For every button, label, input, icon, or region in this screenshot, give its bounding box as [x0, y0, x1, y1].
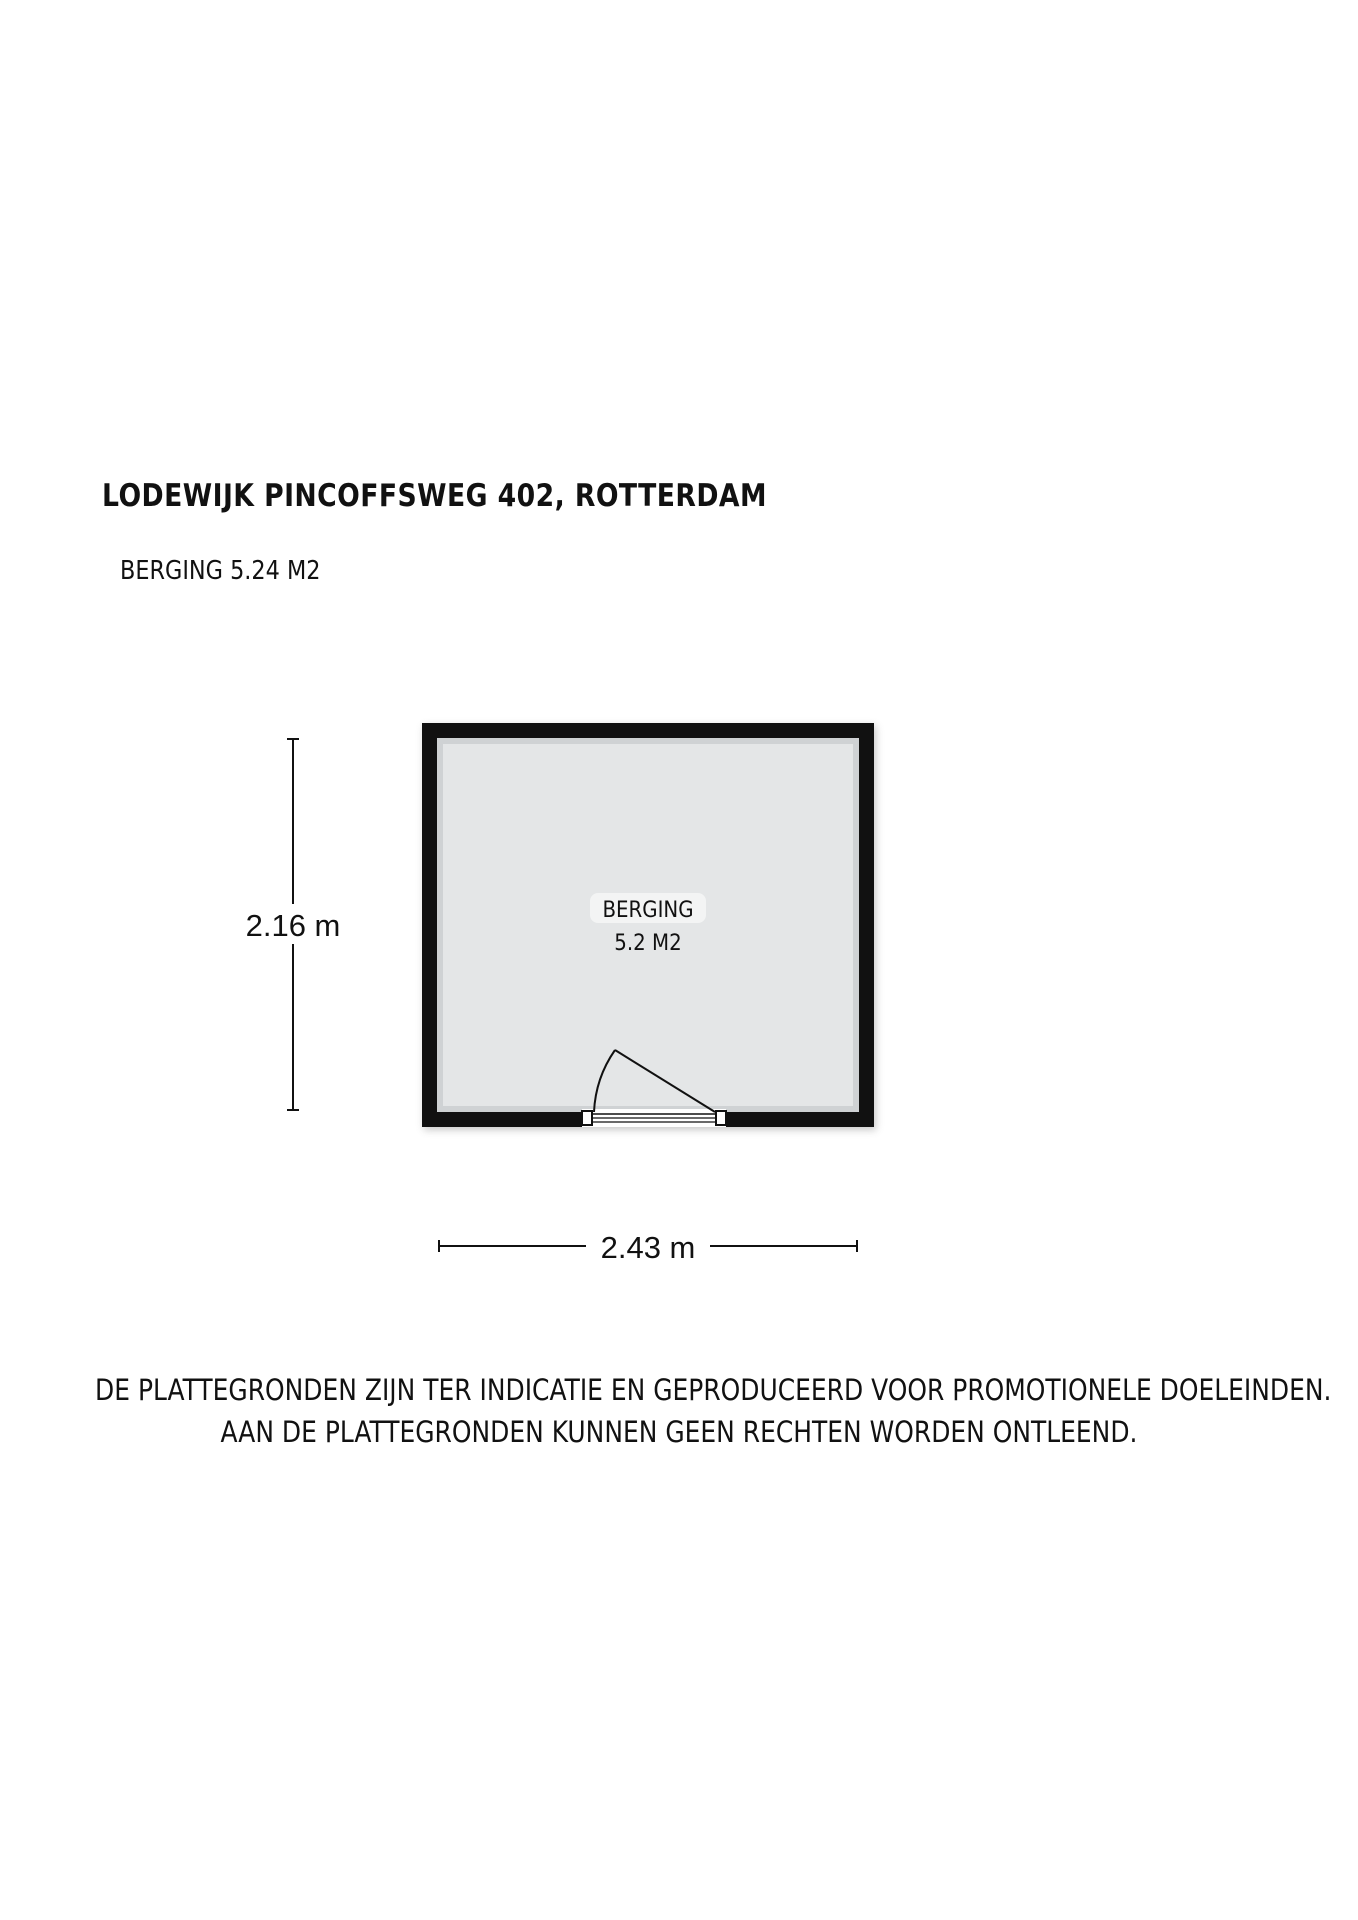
door-jamb-right	[716, 1111, 726, 1125]
room-area-label: 5.2 M2	[614, 930, 682, 956]
room-floor	[440, 741, 856, 1109]
room-name-label: BERGING	[602, 897, 694, 923]
disclaimer	[0, 1369, 1358, 1453]
height-dimension-label: 2.16 m	[245, 908, 341, 943]
width-dimension-label: 2.43 m	[600, 1230, 696, 1265]
page-title: LODEWIJK PINCOFFSWEG 402, ROTTERDAM	[102, 478, 767, 514]
page-subtitle: BERGING 5.24 M2	[120, 556, 321, 586]
disclaimer-line-2: AAN DE PLATTEGRONDEN KUNNEN GEEN RECHTEN WORDEN ONTLEEND.	[220, 1415, 1138, 1449]
door-jamb-left	[582, 1111, 592, 1125]
disclaimer-line-1: DE PLATTEGRONDEN ZIJN TER INDICATIE EN GEPRODUCEERD VOOR PROMOTIONELE DOELEINDEN.	[95, 1373, 1332, 1407]
